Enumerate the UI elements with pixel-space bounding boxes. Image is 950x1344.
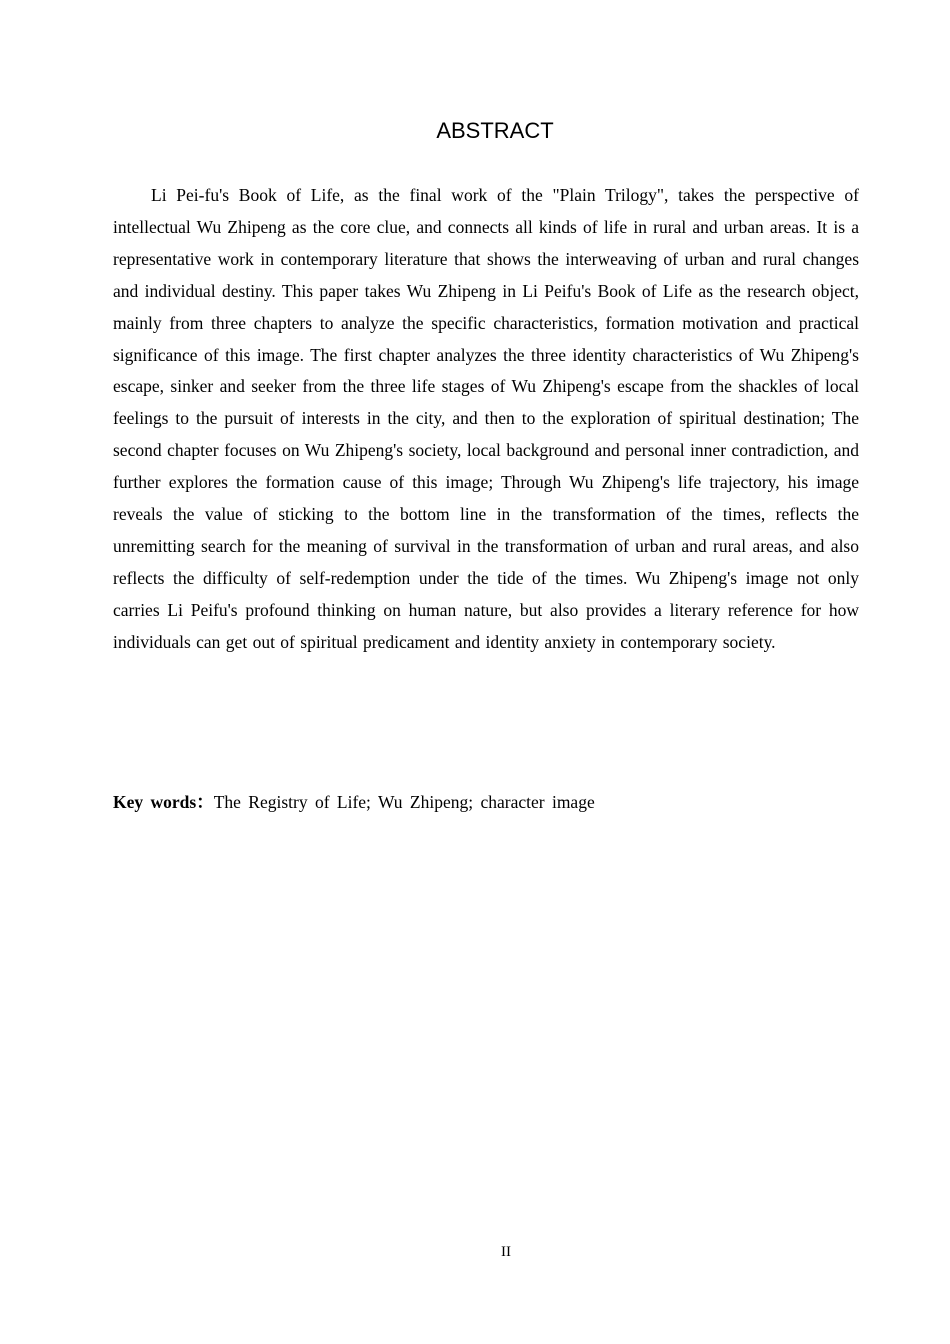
keywords-text: The Registry of Life; Wu Zhipeng; character image <box>213 792 595 812</box>
keywords-line <box>113 787 859 819</box>
abstract-title: ABSTRACT <box>436 118 554 143</box>
page-number: II <box>501 1244 511 1260</box>
keywords-label: Key words： <box>113 792 214 812</box>
abstract-body: Li Pei-fu's Book of Life, as the final work of the "Plain Trilogy", takes the perspective of intellectual Wu Zhipeng as the core clue, and connects all kinds of life in rural and urban areas. It is a representative work in contemporary literature that shows the interweaving of urban and rural changes and individual destiny. This paper takes Wu Zhipeng in Li Peifu's Book of Life as the research object, mainly from three chapters to analyze the specific characteristics, formation motivation and practical significance of this image. The first chapter analyzes the three identity characteristics of Wu Zhipeng's escape, sinker and seeker from the three life stages of Wu Zhipeng's escape from the shackles of local feelings to the pursuit of interests in the city, and then to the exploration of spiritual destination; The second chapter focuses on Wu Zhipeng's society, local background and personal inner contradiction, and further explores the formation cause of this image; Through Wu Zhipeng's life trajectory, his image reveals the value of sticking to the bottom line in the transformation of the times, reflects the unremitting search for the meaning of survival in the transformation of urban and rural areas, and also reflects the difficulty of self-redemption under the tide of the times. Wu Zhipeng's image not only carries Li Peifu's profound thinking on human nature, but also provides a literary reference for how individuals can get out of spiritual predicament and identity anxiety in contemporary society. <box>113 185 859 652</box>
